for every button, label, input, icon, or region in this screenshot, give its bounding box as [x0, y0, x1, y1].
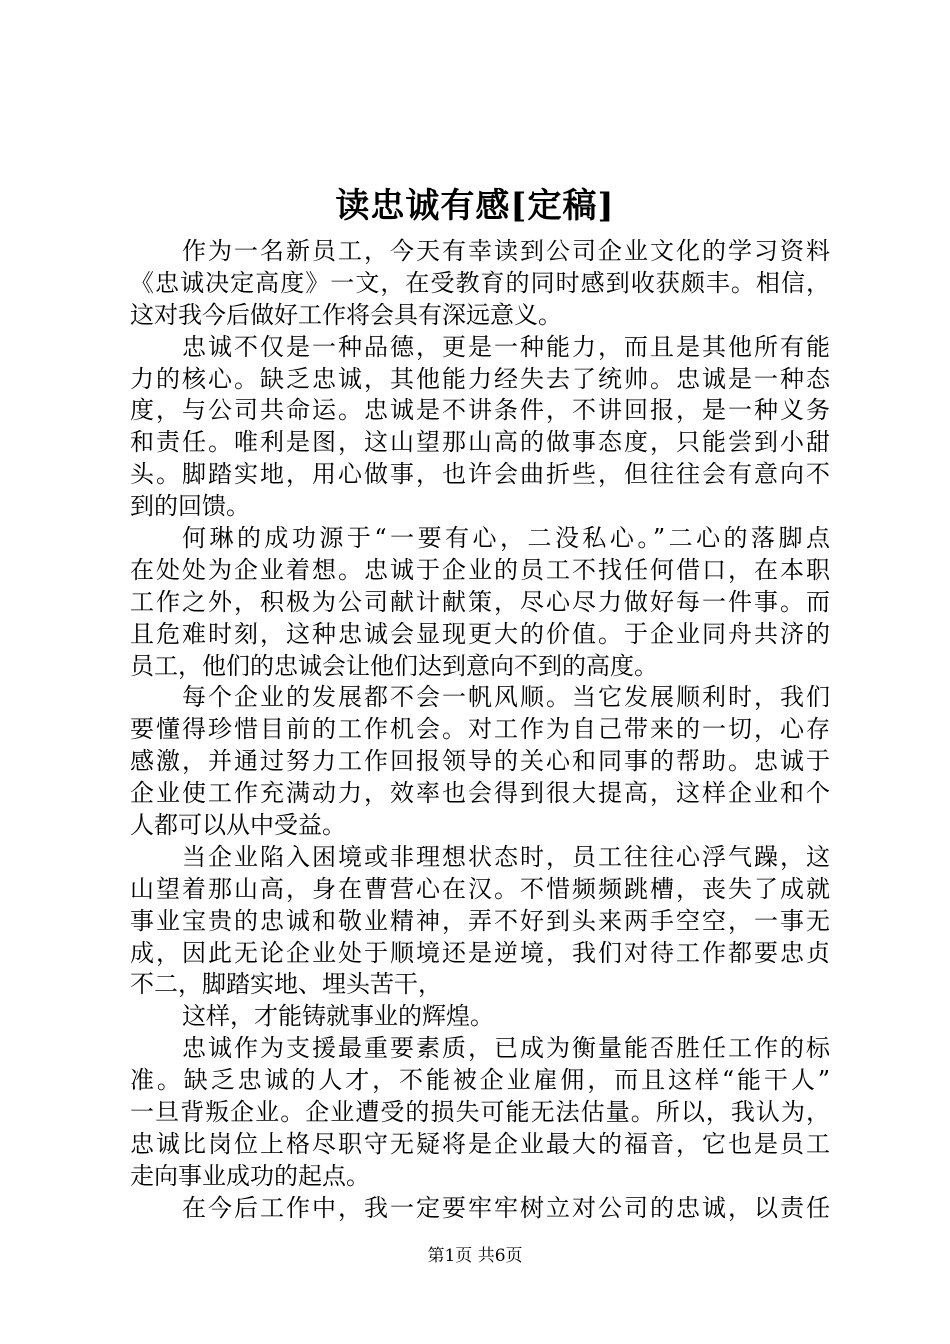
- text-line: 度，与公司共命运。忠诚是不讲条件，不讲回报，是一种义务: [130, 396, 830, 425]
- text-line: 山望着那山高，身在曹营心在汉。不惜频频跳槽，丧失了成就: [130, 874, 830, 903]
- text-line: 忠诚比岗位上格尽职守无疑将是企业最大的福音，它也是员工: [130, 1129, 830, 1158]
- text-line: 一旦背叛企业。企业遭受的损失可能无法估量。所以，我认为，: [130, 1098, 830, 1127]
- text-line: 《忠诚决定高度》一文，在受教育的同时感到收获颇丰。相信，: [130, 268, 830, 297]
- text-line: 当企业陷入困境或非理想状态时，员工往往心浮气躁，这: [182, 842, 830, 871]
- page-footer: 第1页 共6页: [427, 1246, 523, 1266]
- text-line: 到的回馈。: [130, 492, 250, 521]
- text-line: 和责任。唯利是图，这山望那山高的做事态度，只能尝到小甜: [130, 428, 830, 457]
- text-line: 力的核心。缺乏忠诚，其他能力经失去了统帅。忠诚是一种态: [130, 364, 830, 393]
- text-line: 感激，并通过努力工作回报领导的关心和同事的帮助。忠诚于: [130, 747, 830, 776]
- text-line: 忠诚不仅是一种品德，更是一种能力，而且是其他所有能: [182, 332, 830, 361]
- text-line: 走向事业成功的起点。: [130, 1161, 370, 1190]
- text-line: 成，因此无论企业处于顺境还是逆境，我们对待工作都要忠贞: [130, 938, 830, 967]
- text-line: 企业使工作充满动力，效率也会得到很大提高，这样企业和个: [130, 779, 830, 808]
- text-line: 工作之外，积极为公司献计献策，尽心尽力做好每一件事。而: [130, 587, 830, 616]
- text-line: 不二，脚踏实地、埋头苦干，: [130, 970, 442, 999]
- text-line: 员工，他们的忠诚会让他们达到意向不到的高度。: [130, 651, 658, 680]
- text-line: 准。缺乏忠诚的人才，不能被企业雇佣，而且这样“能干人”: [130, 1066, 830, 1095]
- text-line: 在处处为企业着想。忠诚于企业的员工不找任何借口，在本职: [130, 555, 830, 584]
- text-line: 要懂得珍惜目前的工作机会。对工作为自己带来的一切，心存: [130, 715, 830, 744]
- document-title: 读忠诚有感[定稿]: [335, 186, 615, 226]
- document-body: [130, 236, 830, 1225]
- text-line: 忠诚作为支援最重要素质，已成为衡量能否胜任工作的标: [182, 1034, 830, 1063]
- text-line: 这对我今后做好工作将会具有深远意义。: [130, 300, 562, 329]
- text-line: 头。脚踏实地，用心做事，也许会曲折些，但往往会有意向不: [130, 460, 830, 489]
- text-line: 且危难时刻，这种忠诚会显现更大的价值。于企业同舟共济的: [130, 619, 830, 648]
- text-line: 人都可以从中受益。: [130, 811, 346, 840]
- text-line: 这样，才能铸就事业的辉煌。: [182, 1002, 494, 1031]
- text-line: 每个企业的发展都不会一帆风顺。当它发展顺利时，我们: [182, 683, 830, 712]
- text-line: 事业宝贵的忠诚和敬业精神，弄不好到头来两手空空，一事无: [130, 906, 830, 935]
- text-line: 何琳的成功源于“一要有心，二没私心。”二心的落脚点: [182, 524, 830, 553]
- text-line: 作为一名新员工，今天有幸读到公司企业文化的学习资料: [182, 237, 830, 265]
- text-line: 在今后工作中，我一定要牢牢树立对公司的忠诚，以责任: [182, 1193, 830, 1222]
